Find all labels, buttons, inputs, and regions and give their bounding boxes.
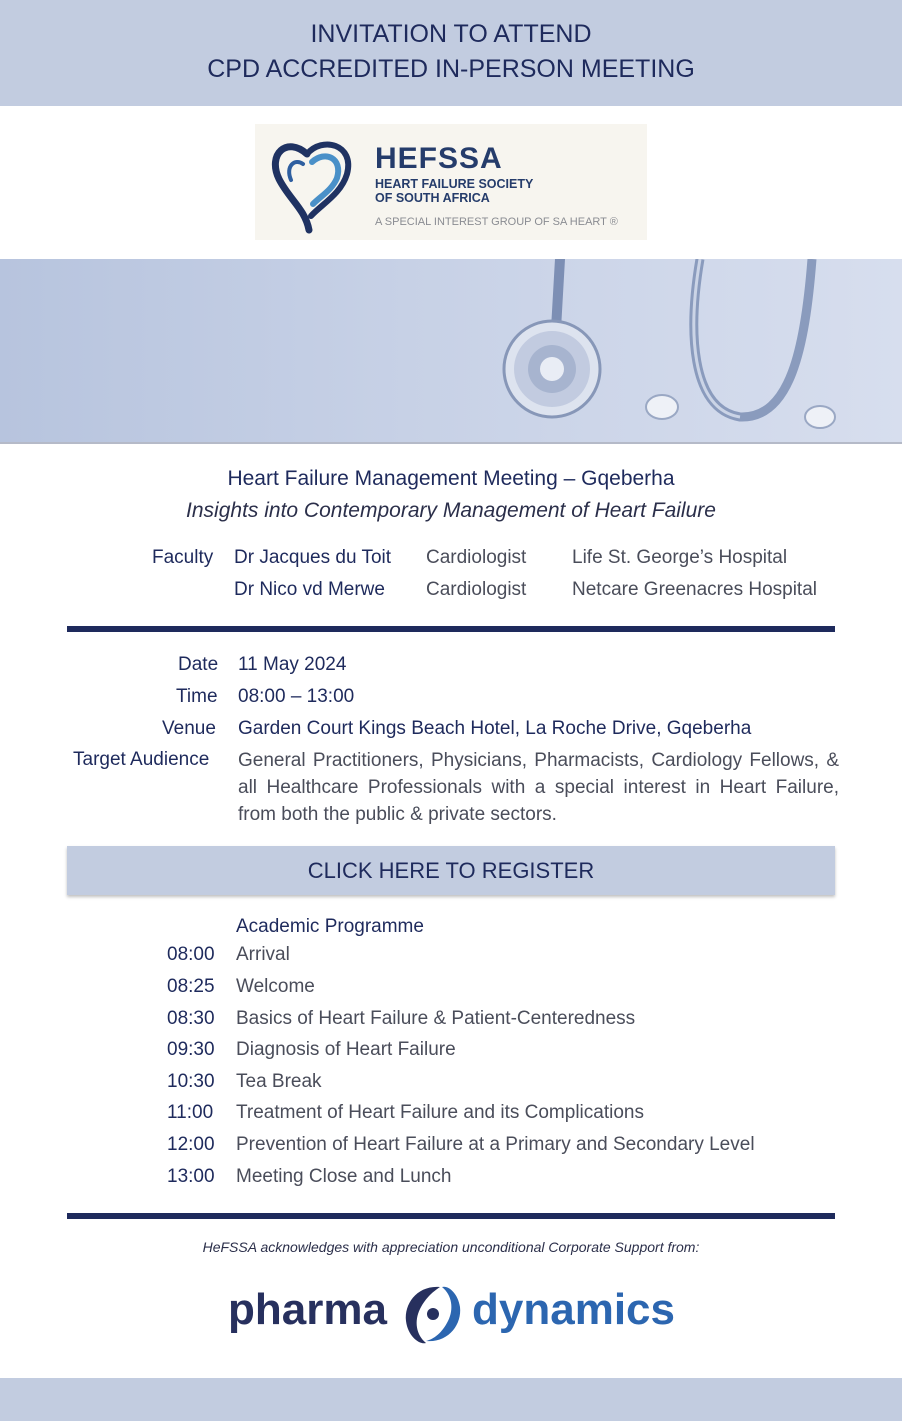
venue-label: Venue	[162, 718, 216, 739]
sponsor-word-1: pharma	[228, 1285, 387, 1334]
header-line-1: INVITATION TO ATTEND	[310, 20, 592, 48]
acknowledgement: HeFSSA acknowledges with appreciation unconditional Corporate Support from:	[202, 1239, 700, 1255]
programme-time: 13:00	[167, 1166, 215, 1187]
date-value: 11 May 2024	[238, 654, 347, 675]
header-line-2: CPD ACCREDITED IN-PERSON MEETING	[207, 55, 695, 83]
stethoscope-banner	[0, 259, 902, 444]
programme-item: Treatment of Heart Failure and its Complications	[236, 1102, 644, 1123]
faculty-hospital: Netcare Greenacres Hospital	[572, 579, 817, 600]
programme-item: Diagnosis of Heart Failure	[236, 1039, 456, 1060]
sponsor-word-2: dynamics	[472, 1285, 675, 1334]
programme-time: 08:25	[167, 976, 215, 997]
venue-value: Garden Court Kings Beach Hotel, La Roche Drive, Gqeberha	[238, 718, 752, 739]
programme-time: 12:00	[167, 1134, 215, 1155]
time-value: 08:00 – 13:00	[238, 686, 355, 707]
programme-item: Tea Break	[236, 1071, 322, 1092]
programme-time: 08:30	[167, 1008, 215, 1029]
pharma-dynamics-logo	[228, 1281, 678, 1351]
date-label: Date	[178, 654, 219, 675]
footer-band	[0, 1378, 902, 1421]
logo-subtitle-1: HEART FAILURE SOCIETY	[375, 177, 534, 191]
programme-item: Basics of Heart Failure & Patient-Centeredness	[236, 1008, 636, 1029]
programme-item: Arrival	[236, 944, 290, 965]
programme-item: Prevention of Heart Failure at a Primary and Secondary Level	[236, 1134, 755, 1155]
divider	[67, 626, 835, 632]
sponsor-mark-icon	[396, 1281, 468, 1347]
header-band	[0, 0, 902, 106]
logo-subtitle-2: OF SOUTH AFRICA	[375, 191, 490, 205]
meeting-subtitle: Insights into Contemporary Management of Heart Failure	[186, 499, 716, 522]
faculty-role: Cardiologist	[426, 547, 527, 568]
faculty-role: Cardiologist	[426, 579, 527, 600]
heart-logo-icon	[267, 134, 359, 234]
programme-time: 11:00	[167, 1102, 214, 1123]
logo-brand: HEFSSA	[375, 142, 503, 175]
faculty-label: Faculty	[152, 547, 214, 568]
audience-label: Target Audience	[73, 749, 210, 770]
programme-item: Welcome	[236, 976, 315, 997]
programme-time: 10:30	[167, 1071, 215, 1092]
logo-tagline: A SPECIAL INTEREST GROUP OF SA HEART ®	[375, 216, 618, 228]
programme-item: Meeting Close and Lunch	[236, 1166, 452, 1187]
register-button[interactable]: CLICK HERE TO REGISTER	[67, 846, 835, 895]
meeting-title: Heart Failure Management Meeting – Gqeberha	[227, 467, 675, 490]
programme-heading: Academic Programme	[236, 916, 424, 937]
stethoscope-icon	[0, 259, 902, 442]
faculty-name: Dr Nico vd Merwe	[234, 579, 385, 600]
programme-time: 08:00	[167, 944, 215, 965]
audience-value: General Practitioners, Physicians, Pharmacists, Cardiology Fellows, & all Healthcare Professionals with a special interest in Heart Failure, from both the public & private sectors.	[238, 750, 839, 825]
faculty-name: Dr Jacques du Toit	[234, 547, 392, 568]
programme-time: 09:30	[167, 1039, 215, 1060]
faculty-hospital: Life St. George’s Hospital	[572, 547, 788, 568]
hefssa-logo	[255, 124, 647, 240]
time-label: Time	[176, 686, 218, 707]
divider	[67, 1213, 835, 1219]
